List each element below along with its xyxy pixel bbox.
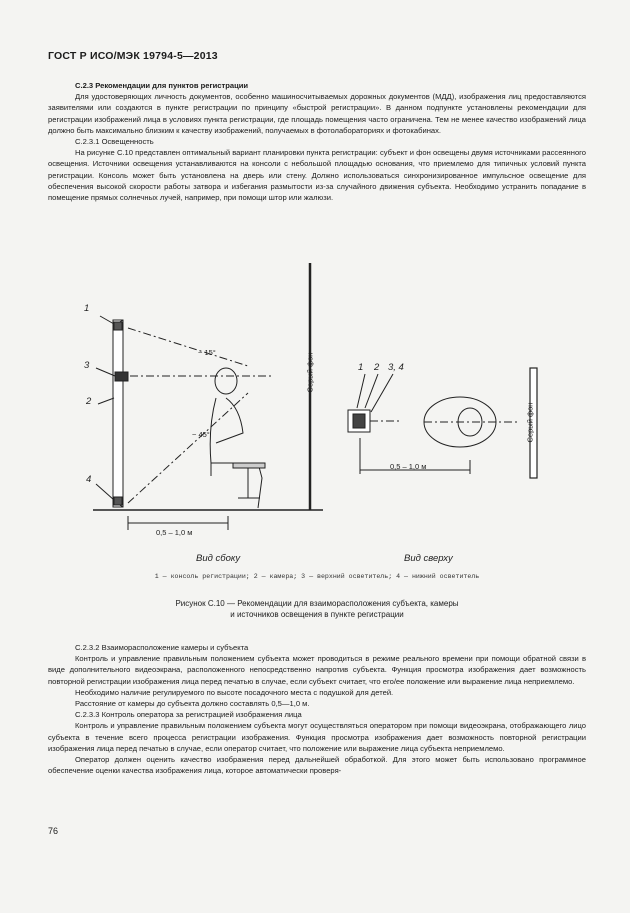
top-callout-1: 1 <box>358 362 364 373</box>
section-c232 <box>48 642 586 776</box>
angle-15-label: ~ 15° <box>198 348 216 357</box>
section-c23 <box>48 80 586 203</box>
subsection-heading: С.2.3.1 Освещенность <box>75 137 154 147</box>
angle-45-label: ~ 45° <box>192 430 210 439</box>
caption-line-1: Рисунок С.10 — Рекомендации для взаиморасположения субъекта, камеры <box>175 599 459 608</box>
top-distance-label: 0,5 – 1,0 м <box>390 462 427 471</box>
paragraph: Расстояние от камеры до субъекта должно составлять 0,5—1,0 м. <box>75 699 310 709</box>
top-callout-2: 2 <box>374 362 380 373</box>
registration-console <box>113 320 123 507</box>
callout-2: 2 <box>86 396 92 407</box>
figure-caption <box>48 598 586 620</box>
top-background-label: Серый фон <box>525 402 535 443</box>
camera-icon <box>115 372 128 381</box>
top-view-label: Вид сверху <box>404 553 453 564</box>
callout-4: 4 <box>86 474 92 485</box>
top-callout-34: 3, 4 <box>388 362 404 373</box>
side-background-label: Серый фон <box>305 352 315 393</box>
camera-icon <box>353 414 365 428</box>
paragraph: Для удостоверяющих личность документов, особенно машиносчитываемых дорожных документов (МДД), изображения лиц предоставляются заявителями или создаются в пункте регистрации по принципу «быстрой регистрации». В данном подпункте установлены рекомендации для регистрации изображений лица в условиях пункта регистрации, где площадь помещения часто ограничена. Тем не менее качество изображений лица должно быть максимально близким к качеству изображений, получаемых в фотолабораториях и фотокабинах. <box>48 92 586 135</box>
paragraph: Контроль и управление правильным положением субъекта могут осуществляться оператором при помощи видеоэкрана, отображающего лицо субъекта в течение всего процесса регистрации изображения. Функция просмотра изображения дает возможность повторной регистрации изображения лица перед печатью в случае, если оператор считает, что положение или выражение лица субъекта неприемлемо. <box>48 721 586 753</box>
figure-c10 <box>48 248 586 618</box>
callout-3: 3 <box>84 360 90 371</box>
callout-1: 1 <box>84 303 90 314</box>
document-header: ГОСТ Р ИСО/МЭК 19794-5—2013 <box>48 50 218 62</box>
page-number: 76 <box>48 826 59 836</box>
side-distance-label: 0,5 – 1,0 м <box>156 528 193 537</box>
paragraph: Контроль и управление правильным положением субъекта может проводиться в режиме реального времени при помощи обратной связи в виде дополнительного видеоэкрана, расположенного непосредственно напротив субъекта. Функция просмотра изображения дает возможность повторной регистрации изображения лица перед печатью в случае, если субъект считает, что его/ее положение или выражение лица неприемлемо. <box>48 654 586 686</box>
layout-diagram <box>48 248 586 568</box>
paragraph: Оператор должен оценить качество изображения перед дальнейшей обработкой. Для этого может быть использовано программное обеспечение оценки качества изображения лица, которое автоматически проверя- <box>48 755 586 776</box>
figure-legend: 1 — консоль регистрации; 2 — камера; 3 — верхний осветитель; 4 — нижний осветитель <box>154 573 480 580</box>
subsection-heading: С.2.3.3 Контроль оператора за регистрацией изображения лица <box>75 710 302 720</box>
paragraph: Необходимо наличие регулируемого по высоте посадочного места с подушкой для детей. <box>75 687 394 697</box>
side-view-label: Вид сбоку <box>196 553 241 564</box>
subsection-heading: С.2.3.2 Взаиморасположение камеры и субъекта <box>75 643 249 652</box>
section-heading: С.2.3 Рекомендации для пунктов регистрации <box>75 81 249 90</box>
paragraph: На рисунке С.10 представлен оптимальный вариант планировки пункта регистрации: субъект и фон освещены двумя источниками рассеянного освещения. Источники освещения устанавливаются на консоли с небольшой площадью основания, что приемлемо для типичных условий пункта регистрации. Консоль может быть установлена на дверь или стену. Должно использоваться синхронизированное импульсное освещение для обеспечения высокой скорости работы затвора и избегания размытости из-за случайного движения субъекта. Необходимо устранить попадание в помещение прямых солнечных лучей, например, при помощи штор или жалюзи. <box>48 148 586 203</box>
caption-line-2: и источников освещения в пункте регистрации <box>230 610 404 619</box>
